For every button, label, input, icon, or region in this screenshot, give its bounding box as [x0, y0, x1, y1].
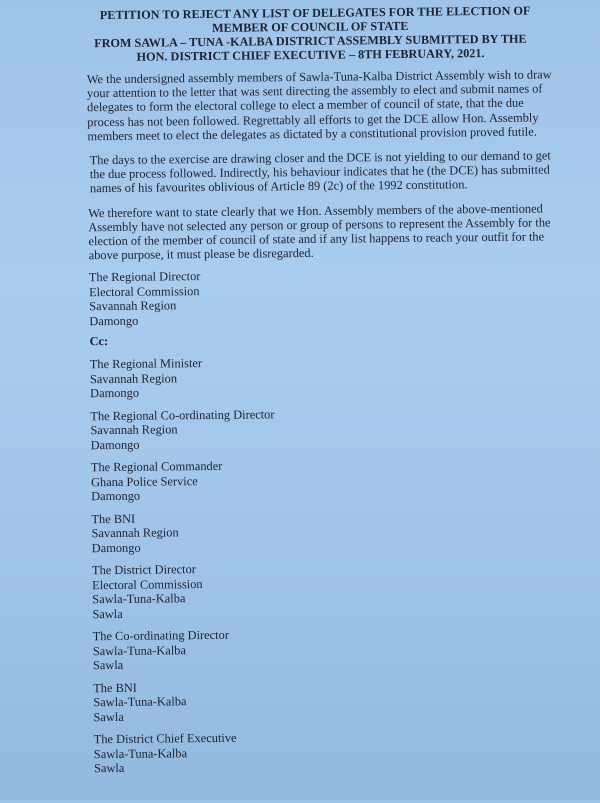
address-line: Savannah Region	[89, 298, 177, 314]
cc-entry	[7, 676, 600, 726]
address-line: The Regional Co-ordinating Director	[90, 407, 275, 424]
address-line: The Regional Minister	[89, 356, 203, 372]
address-line: Ghana Police Service	[90, 474, 198, 490]
address-line: Electoral Commission	[92, 576, 203, 593]
address-line: The District Director	[91, 562, 196, 578]
recipient-address	[3, 265, 600, 329]
address-line: Sawla	[92, 658, 124, 673]
cc-entry	[4, 404, 600, 454]
address-line: The Regional Director	[88, 269, 201, 285]
address-line: Sawla-Tuna-Kalba	[92, 591, 186, 607]
address-line: Damongo	[91, 540, 141, 556]
paragraph-3: We therefore want to state clearly that we Hon. Assembly members of the above-mentioned Assembly have not selected any person or group of persons to represent the Assembly for the election of the member of council of state and if any list happens to reach your outfit for the above purpose, it must please be disregarded.	[88, 201, 551, 263]
cc-label: Cc:	[89, 334, 109, 349]
address-line: Sawla	[93, 709, 124, 725]
address-line: Damongo	[89, 313, 139, 329]
title-line-2: MEMBER OF COUNCIL OF STATE	[212, 18, 409, 35]
cc-entry	[5, 507, 600, 557]
address-line: The District Chief Executive	[93, 731, 237, 747]
address-line: Savannah Region	[89, 371, 178, 387]
address-line: Damongo	[90, 437, 140, 453]
cc-entry	[4, 352, 600, 402]
address-line: Electoral Commission	[88, 284, 200, 300]
paragraph-2: The days to the exercise are drawing closer and the DCE is not yielding to our demand to get the due process followed. Indirectly, his behaviour indicates that he (the DCE) has submitted names of his favourites oblivious of Article 89 (2c) of the 1992 constitution.	[89, 148, 551, 196]
cc-entry	[6, 558, 600, 622]
address-line: The Co-ordinating Director	[92, 628, 229, 644]
address-line: Savannah Region	[90, 422, 178, 438]
address-line: Sawla	[93, 761, 125, 776]
title-line-1: PETITION TO REJECT ANY LIST OF DELEGATES FOR THE ELECTION OF	[99, 3, 531, 23]
address-line: Savannah Region	[91, 525, 179, 541]
address-line: The BNI	[91, 511, 136, 527]
address-line: Damongo	[91, 489, 141, 504]
address-line: Sawla-Tuna-Kalba	[92, 643, 187, 659]
address-line: The Regional Commander	[90, 459, 223, 475]
paragraph-1: We the undersigned assembly members of Sawla-Tuna-Kalba District Assembly wish to draw your attention to the letter that was sent directing the assembly to elect and submit names of delegates to form the electoral college to elect a member of council of state, that the due process has not been followed. Regrettably all efforts to get the DCE allow Hon. Assembly members meet to elect the delegates as dictated by a constitutional provision proved futile.	[86, 67, 552, 144]
cc-entry	[7, 624, 600, 674]
address-line: Damongo	[90, 386, 140, 401]
address-line: The BNI	[93, 680, 137, 696]
title-line-3: FROM SAWLA – TUNA -KALBA DISTRICT ASSEMBLY SUBMITTED BY THE	[94, 31, 527, 51]
address-line: Sawla-Tuna-Kalba	[93, 694, 187, 710]
address-line: Sawla-Tuna-Kalba	[93, 746, 188, 762]
cc-entry	[8, 727, 600, 777]
title-line-4: HON. DISTRICT CHIEF EXECUTIVE – 8TH FEBRUARY, 2021.	[136, 46, 485, 64]
address-line: Sawla	[92, 606, 123, 622]
cc-entry	[5, 455, 600, 505]
